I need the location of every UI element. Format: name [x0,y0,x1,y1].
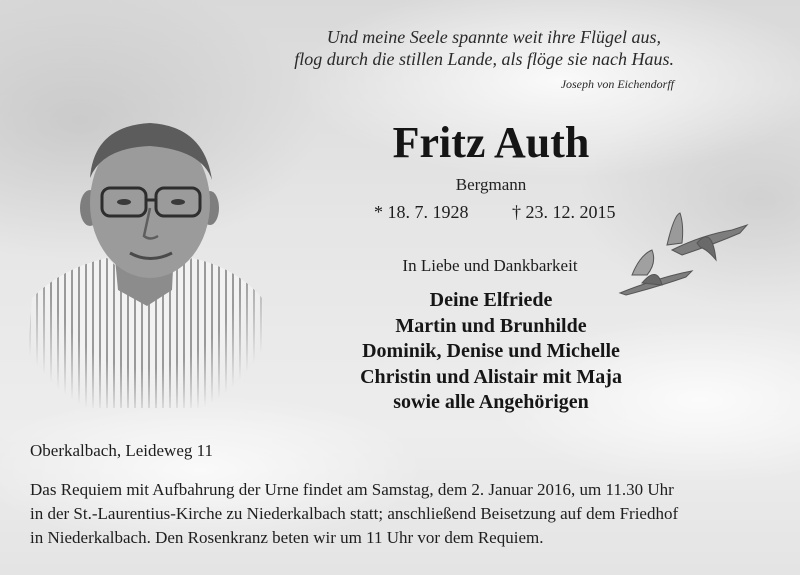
death-date: † 23. 12. 2015 [512,202,616,222]
mourner-line: Christin und Alistair mit Maja [360,365,622,388]
mourner-line: Deine Elfriede [429,289,553,311]
service-notice-line: in der St.-Laurentius-Kirche zu Niederkalbach statt; anschließend Beisetzung auf dem Friedhof [30,504,679,523]
service-notice [30,478,790,550]
address: Oberkalbach, Leideweg 11 [30,441,213,460]
deceased-name: Fritz Auth [392,118,590,167]
service-notice-line: in Niederkalbach. Den Rosenkranz beten wir um 11 Uhr vor dem Requiem. [30,528,544,547]
quote-line-2: flog durch die stillen Lande, als flöge sie nach Haus. [294,49,674,69]
mourners-intro: In Liebe und Dankbarkeit [402,256,578,275]
mourners-list [0,288,800,416]
quote-author: Joseph von Eichendorff [560,77,674,91]
mourner-line: sowie alle Angehörigen [393,391,589,413]
mourner-line: Dominik, Denise und Michelle [362,340,620,362]
birth-date: * 18. 7. 1928 [374,202,469,222]
quote-line-1: Und meine Seele spannte weit ihre Flügel aus, [326,27,661,47]
mourner-line: Martin und Brunhilde [395,314,587,337]
deceased-occupation: Bergmann [455,175,527,194]
service-notice-line: Das Requiem mit Aufbahrung der Urne findet am Samstag, dem 2. Januar 2016, um 11.30 Uhr [30,480,674,499]
